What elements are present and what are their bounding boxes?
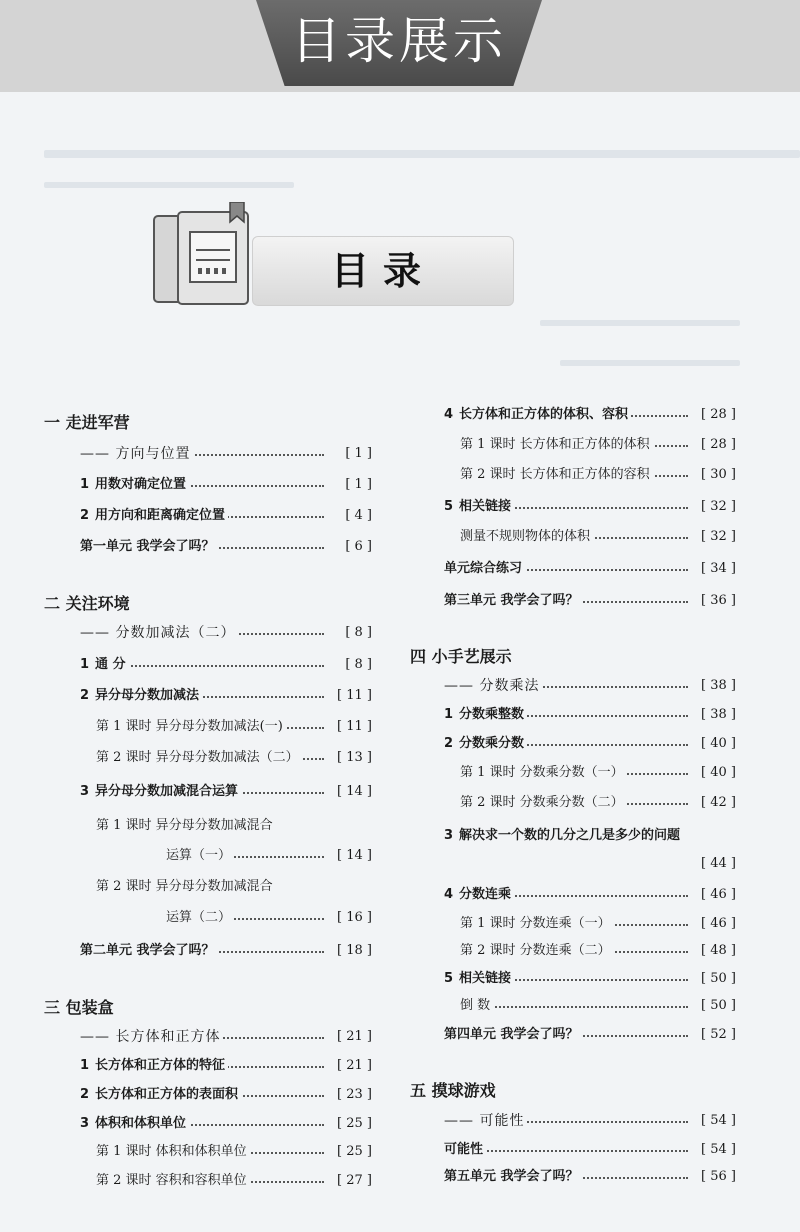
toc-entry-title — [444, 704, 527, 726]
page-number: [ 52 ] — [698, 1024, 736, 1046]
faded-background — [540, 320, 740, 326]
toc-entry-title — [80, 1026, 223, 1048]
page-number: [ 28 ] — [698, 404, 736, 426]
item-number: 2 — [80, 508, 90, 523]
entry-text: 倒 数 — [460, 998, 491, 1013]
entry-text: 分数乘整数 — [459, 707, 525, 722]
page-number: [ 14 ] — [334, 781, 372, 803]
entry-text: 第 1 课时 异分母分数加减混合 — [96, 818, 273, 833]
entry-text: 第 2 课时 容积和容积单位 — [96, 1173, 247, 1188]
entry-text: 测量不规则物体的体积 — [460, 529, 591, 544]
toc-entry-title — [80, 1055, 228, 1077]
toc-entry-title — [444, 1024, 582, 1046]
entry-text: 相关链接 — [459, 499, 512, 514]
page-number: [ 36 ] — [698, 590, 736, 612]
entry-text: 用方向和距离确定位置 — [95, 508, 226, 523]
unit-heading — [44, 591, 133, 617]
toc-row[interactable] — [444, 884, 736, 906]
toc-row[interactable] — [410, 644, 736, 670]
entry-text: 第 1 课时 长方体和正方体的体积 — [460, 437, 650, 452]
faded-background — [44, 182, 294, 188]
toc-entry-title — [80, 1113, 189, 1135]
toc-row[interactable] — [444, 675, 736, 697]
toc-entry-title — [444, 825, 683, 847]
entry-text: 第 1 课时 体积和体积单位 — [96, 1144, 247, 1159]
toc-entry-title — [166, 907, 234, 929]
page-number: [ 11 ] — [334, 685, 372, 707]
page-number: [ 44 ] — [698, 853, 736, 875]
toc-entry-title — [80, 443, 193, 465]
toc-entry-title — [460, 464, 653, 486]
toc-row[interactable] — [460, 464, 736, 486]
item-number: 2 — [80, 688, 90, 703]
toc-row[interactable] — [80, 940, 372, 962]
toc-entry-title — [460, 940, 614, 962]
toc-row[interactable] — [444, 1110, 736, 1132]
toc-row[interactable] — [80, 505, 372, 527]
page-number: [ 23 ] — [334, 1084, 372, 1106]
item-number: 2 — [80, 1087, 90, 1102]
toc-entry-title — [444, 884, 514, 906]
item-number: 5 — [444, 499, 454, 514]
page-number: [ 16 ] — [334, 907, 372, 929]
page-number: [ 30 ] — [698, 464, 736, 486]
item-number: 4 — [444, 887, 454, 902]
toc-row[interactable] — [460, 762, 736, 784]
entry-text: 异分母分数加减混合运算 — [95, 784, 239, 799]
entry-text: 第三单元 我学会了吗？ — [444, 593, 579, 608]
page-number: [ 28 ] — [698, 434, 736, 456]
page-number: [ 46 ] — [698, 884, 736, 906]
toc-row[interactable] — [96, 747, 372, 769]
toc-row[interactable] — [80, 443, 372, 465]
page-number: [ 13 ] — [334, 747, 372, 769]
toc-row[interactable] — [460, 526, 736, 548]
toc-entry-title — [80, 781, 241, 803]
toc-entry-title — [444, 968, 514, 990]
toc-entry-title — [444, 675, 542, 697]
toc-row[interactable] — [96, 815, 372, 837]
entry-text: —— 分数乘法 — [444, 678, 540, 694]
toc-row[interactable] — [80, 536, 372, 558]
banner-title: 目录展示 — [291, 12, 507, 70]
page-number: [ 34 ] — [698, 558, 736, 580]
toc-entry-title — [444, 733, 527, 755]
toc-row[interactable] — [444, 968, 736, 990]
toc-entry-title — [96, 1170, 250, 1192]
toc-row[interactable] — [410, 1078, 736, 1104]
toc-entry-title — [460, 792, 627, 814]
toc-entry-title — [444, 590, 582, 612]
entry-text: 一 走进军营 — [44, 413, 130, 432]
toc-row[interactable] — [44, 995, 372, 1021]
toc-entry-title — [460, 526, 593, 548]
toc-row[interactable] — [166, 845, 372, 867]
toc-entry-title — [444, 496, 514, 518]
page-number: [ 8 ] — [342, 654, 372, 676]
toc-row[interactable] — [96, 716, 372, 738]
toc-entry-title — [444, 1110, 527, 1132]
page-number: [ 25 ] — [334, 1113, 372, 1135]
entry-text: 解决求一个数的几分之几是多少的问题 — [459, 828, 681, 843]
toc-row[interactable] — [460, 434, 736, 456]
page-title: 目录 — [330, 249, 435, 293]
page-number: [ 46 ] — [698, 913, 736, 935]
toc-entry-title — [460, 762, 627, 784]
toc-entry-title — [166, 845, 234, 867]
toc-row[interactable] — [166, 907, 372, 929]
page-number: [ 1 ] — [342, 474, 372, 496]
entry-text: 五 摸球游戏 — [410, 1081, 496, 1100]
toc-entry-title — [444, 1166, 582, 1188]
entry-text: 异分母分数加减法 — [95, 688, 200, 703]
page-number: [ 21 ] — [334, 1055, 372, 1077]
entry-text: 四 小手艺展示 — [410, 647, 512, 666]
entry-text: 体积和体积单位 — [95, 1116, 187, 1131]
toc-row[interactable] — [444, 1166, 736, 1188]
toc-row[interactable] — [444, 496, 736, 518]
toc-row[interactable] — [80, 1084, 372, 1106]
toc-row[interactable] — [80, 1055, 372, 1077]
toc-entry-title — [80, 685, 202, 707]
entry-text: 长方体和正方体的特征 — [95, 1058, 226, 1073]
toc-entry-title — [80, 622, 238, 644]
toc-row[interactable] — [80, 781, 372, 803]
page-number: [ 25 ] — [334, 1141, 372, 1163]
toc-row[interactable] — [444, 404, 736, 426]
toc-entry-title — [96, 747, 302, 769]
item-number: 3 — [80, 1116, 90, 1131]
item-number: 1 — [80, 1058, 90, 1073]
item-number: 2 — [444, 736, 454, 751]
unit-heading — [410, 1078, 499, 1104]
toc-row[interactable] — [96, 1170, 372, 1192]
item-number: 5 — [444, 971, 454, 986]
toc-row[interactable] — [444, 704, 736, 726]
entry-text: 三 包装盒 — [44, 998, 114, 1017]
page-number: [ 1 ] — [342, 443, 372, 465]
entry-text: —— 长方体和正方体 — [80, 1029, 221, 1045]
entry-text: 长方体和正方体的体积、容积 — [459, 407, 629, 422]
toc-row[interactable] — [444, 558, 736, 580]
entry-text: 第 2 课时 分数连乘（二） — [460, 943, 611, 958]
entry-text: —— 分数加减法（二） — [80, 625, 236, 641]
entry-text: —— 方向与位置 — [80, 446, 191, 462]
toc-row[interactable] — [460, 940, 736, 962]
toc-entry-title — [80, 505, 228, 527]
page-number: [ 11 ] — [334, 716, 372, 738]
entry-text: 运算（二） — [166, 910, 232, 925]
toc-entry-title — [80, 536, 218, 558]
entry-text: 分数连乘 — [459, 887, 512, 902]
entry-text: 第四单元 我学会了吗？ — [444, 1027, 579, 1042]
unit-heading — [410, 644, 515, 670]
page-number: [ 8 ] — [342, 622, 372, 644]
toc-entry-title — [96, 815, 276, 837]
page-number: [ 4 ] — [342, 505, 372, 527]
entry-text: 第 2 课时 长方体和正方体的容积 — [460, 467, 650, 482]
toc-row[interactable] — [96, 1141, 372, 1163]
entry-text: 第 2 课时 异分母分数加减混合 — [96, 879, 273, 894]
entry-text: 长方体和正方体的表面积 — [95, 1087, 239, 1102]
page-number: [ 27 ] — [334, 1170, 372, 1192]
toc-row[interactable] — [460, 995, 736, 1017]
entry-text: 分数乘分数 — [459, 736, 525, 751]
unit-heading — [44, 995, 117, 1021]
entry-text: 第一单元 我学会了吗？ — [80, 539, 215, 554]
toc-row[interactable] — [96, 876, 372, 898]
page-number: [ 40 ] — [698, 733, 736, 755]
item-number: 3 — [444, 828, 454, 843]
page-number: [ 21 ] — [334, 1026, 372, 1048]
entry-text: 第二单元 我学会了吗？ — [80, 943, 215, 958]
toc-entry-title — [80, 1084, 241, 1106]
toc-entry-title — [444, 1139, 486, 1161]
toc-row[interactable] — [444, 1139, 736, 1161]
entry-text: 可能性 — [444, 1142, 484, 1157]
toc-row[interactable] — [444, 590, 736, 612]
entry-text: 运算（一） — [166, 848, 232, 863]
entry-text: 第 2 课时 分数乘分数（二） — [460, 795, 624, 810]
item-number: 1 — [80, 477, 90, 492]
toc-entry-title — [80, 940, 218, 962]
toc-entry-title — [80, 654, 129, 676]
entry-text: 第五单元 我学会了吗？ — [444, 1169, 579, 1184]
page-number: [ 6 ] — [342, 536, 372, 558]
toc-entry-title — [96, 716, 286, 738]
toc-row[interactable] — [80, 654, 372, 676]
page-number: [ 32 ] — [698, 526, 736, 548]
item-number: 3 — [80, 784, 90, 799]
page-number: [ 40 ] — [698, 762, 736, 784]
toc-row[interactable] — [444, 825, 736, 847]
page-number: [ 14 ] — [334, 845, 372, 867]
faded-background — [44, 150, 800, 158]
toc-row[interactable] — [444, 733, 736, 755]
toc-entry-title — [80, 474, 189, 496]
page-number: [ 38 ] — [698, 675, 736, 697]
faded-background — [560, 360, 740, 366]
book-icon — [148, 202, 258, 312]
entry-text: 二 关注环境 — [44, 594, 130, 613]
toc-row[interactable] — [444, 1024, 736, 1046]
entry-text: 第 1 课时 分数连乘（一） — [460, 916, 611, 931]
page-number: [ 18 ] — [334, 940, 372, 962]
page-number: [ 50 ] — [698, 995, 736, 1017]
item-number: 4 — [444, 407, 454, 422]
toc-row[interactable] — [80, 622, 372, 644]
entry-text: 相关链接 — [459, 971, 512, 986]
item-number: 1 — [444, 707, 454, 722]
page-number: [ 54 ] — [698, 1139, 736, 1161]
entry-text: 第 1 课时 异分母分数加减法(一) — [96, 719, 283, 734]
unit-heading — [44, 410, 133, 436]
page-number: [ 50 ] — [698, 968, 736, 990]
entry-text: 第 1 课时 分数乘分数（一） — [460, 765, 624, 780]
toc-row[interactable] — [80, 1113, 372, 1135]
page-number: [ 54 ] — [698, 1110, 736, 1132]
page-number: [ 38 ] — [698, 704, 736, 726]
entry-text: —— 可能性 — [444, 1113, 525, 1129]
toc-row[interactable] — [460, 792, 736, 814]
toc-row[interactable] — [44, 591, 372, 617]
page-number: [ 42 ] — [698, 792, 736, 814]
entry-text: 通 分 — [95, 657, 126, 672]
toc-entry-title — [460, 913, 614, 935]
toc-row[interactable] — [80, 1026, 372, 1048]
toc-row[interactable] — [444, 853, 736, 875]
toc-row[interactable] — [460, 913, 736, 935]
toc-entry-title — [96, 876, 276, 898]
toc-entry-title — [444, 558, 525, 580]
toc-row[interactable] — [80, 474, 372, 496]
toc-entry-title — [96, 1141, 250, 1163]
toc-entry-title — [460, 434, 653, 456]
entry-text: 单元综合练习 — [444, 561, 523, 576]
toc-row[interactable] — [44, 410, 372, 436]
page-number: [ 56 ] — [698, 1166, 736, 1188]
dot-leader — [460, 1006, 688, 1008]
page-number: [ 32 ] — [698, 496, 736, 518]
toc-row[interactable] — [80, 685, 372, 707]
entry-text: 用数对确定位置 — [95, 477, 187, 492]
toc-entry-title — [460, 995, 493, 1017]
toc-entry-title — [444, 404, 631, 426]
entry-text: 第 2 课时 异分母分数加减法（二） — [96, 750, 299, 765]
page-number: [ 48 ] — [698, 940, 736, 962]
item-number: 1 — [80, 657, 90, 672]
